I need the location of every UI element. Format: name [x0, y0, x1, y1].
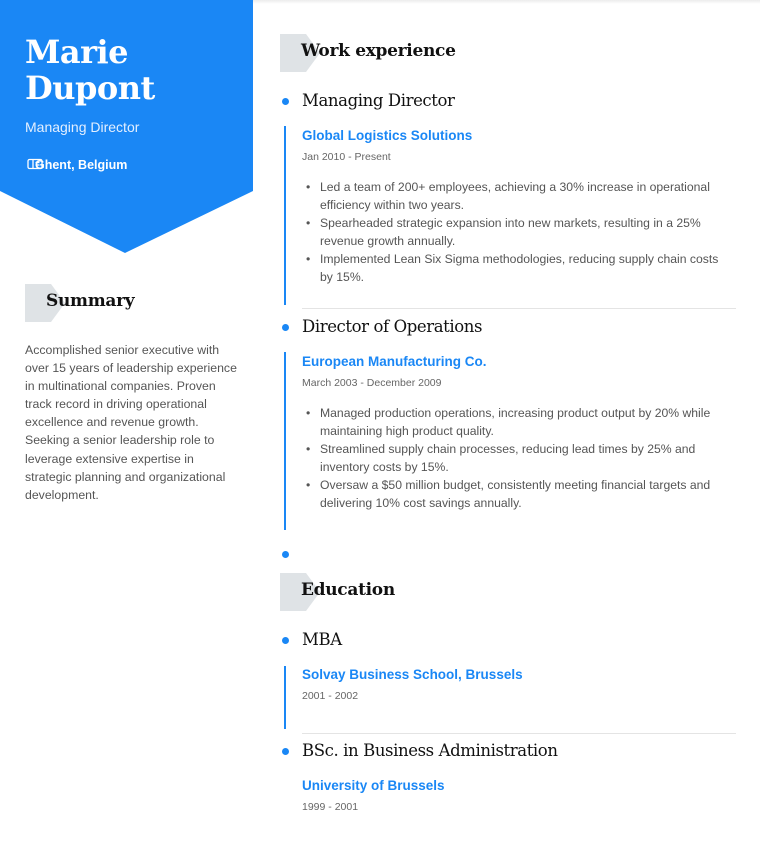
timeline-dot: [282, 551, 289, 558]
timeline-dot: [282, 98, 289, 105]
education-dates: 1999 - 2001: [302, 801, 359, 813]
job-company: European Manufacturing Co.: [302, 354, 487, 369]
list-item: • Managed production operations, increasing product output by 20% while maintaining high product quality.: [304, 404, 724, 440]
timeline-dot: [282, 748, 289, 755]
work-section-header: [280, 34, 580, 72]
job-role: Director of Operations: [302, 317, 483, 336]
location: [27, 158, 127, 172]
job-dates: Jan 2010 - Present: [302, 151, 391, 163]
list-item: • Spearheaded strategic expansion into new markets, resulting in a 25% revenue growth annually.: [304, 214, 724, 250]
list-item: • Streamlined supply chain processes, reducing lead times by 25% and inventory costs by 15%.: [304, 440, 724, 476]
summary-heading: Summary: [46, 291, 135, 311]
first-name: Marie: [25, 33, 129, 71]
location-text: Ghent, Belgium: [35, 158, 128, 172]
degree: BSc. in Business Administration: [302, 741, 558, 760]
education-heading: Education: [301, 580, 395, 600]
job-achievements: [304, 404, 724, 513]
last-name: Dupont: [25, 69, 155, 107]
divider: [302, 308, 736, 309]
divider: [302, 733, 736, 734]
work-heading: Work experience: [301, 41, 456, 61]
job-dates: March 2003 - December 2009: [302, 377, 442, 389]
education-dates: 2001 - 2002: [302, 690, 359, 702]
list-item: • Implemented Lean Six Sigma methodologies, reducing supply chain costs by 15%.: [304, 250, 724, 286]
education-section-header: [280, 573, 580, 611]
school: Solvay Business School, Brussels: [302, 667, 523, 682]
timeline-dot: [282, 637, 289, 644]
profile-banner: [0, 0, 253, 253]
top-shadow: [253, 0, 760, 4]
timeline-line: [284, 352, 286, 530]
candidate-title: Managing Director: [25, 119, 140, 135]
list-item: • Led a team of 200+ employees, achieving a 30% increase in operational efficiency within two years.: [304, 178, 724, 214]
job-achievements: [304, 178, 724, 287]
summary-section-header: [25, 284, 235, 322]
timeline-dot: [282, 324, 289, 331]
job-role: Managing Director: [302, 91, 455, 110]
timeline-line: [284, 666, 286, 729]
timeline-line: [284, 126, 286, 305]
candidate-name: [25, 34, 245, 106]
list-item: • Oversaw a $50 million budget, consistently meeting financial targets and delivering 10% cost savings annually.: [304, 476, 724, 512]
summary-text: Accomplished senior executive with over 15 years of leadership experience in multinational companies. Proven track record in driving operational excellence and revenue growth. Seeking a senior leadership role to leverage extensive expertise in strategic planning and organizational development.: [25, 343, 237, 502]
degree: MBA: [302, 630, 342, 649]
school: University of Brussels: [302, 778, 445, 793]
job-company: Global Logistics Solutions: [302, 128, 473, 143]
